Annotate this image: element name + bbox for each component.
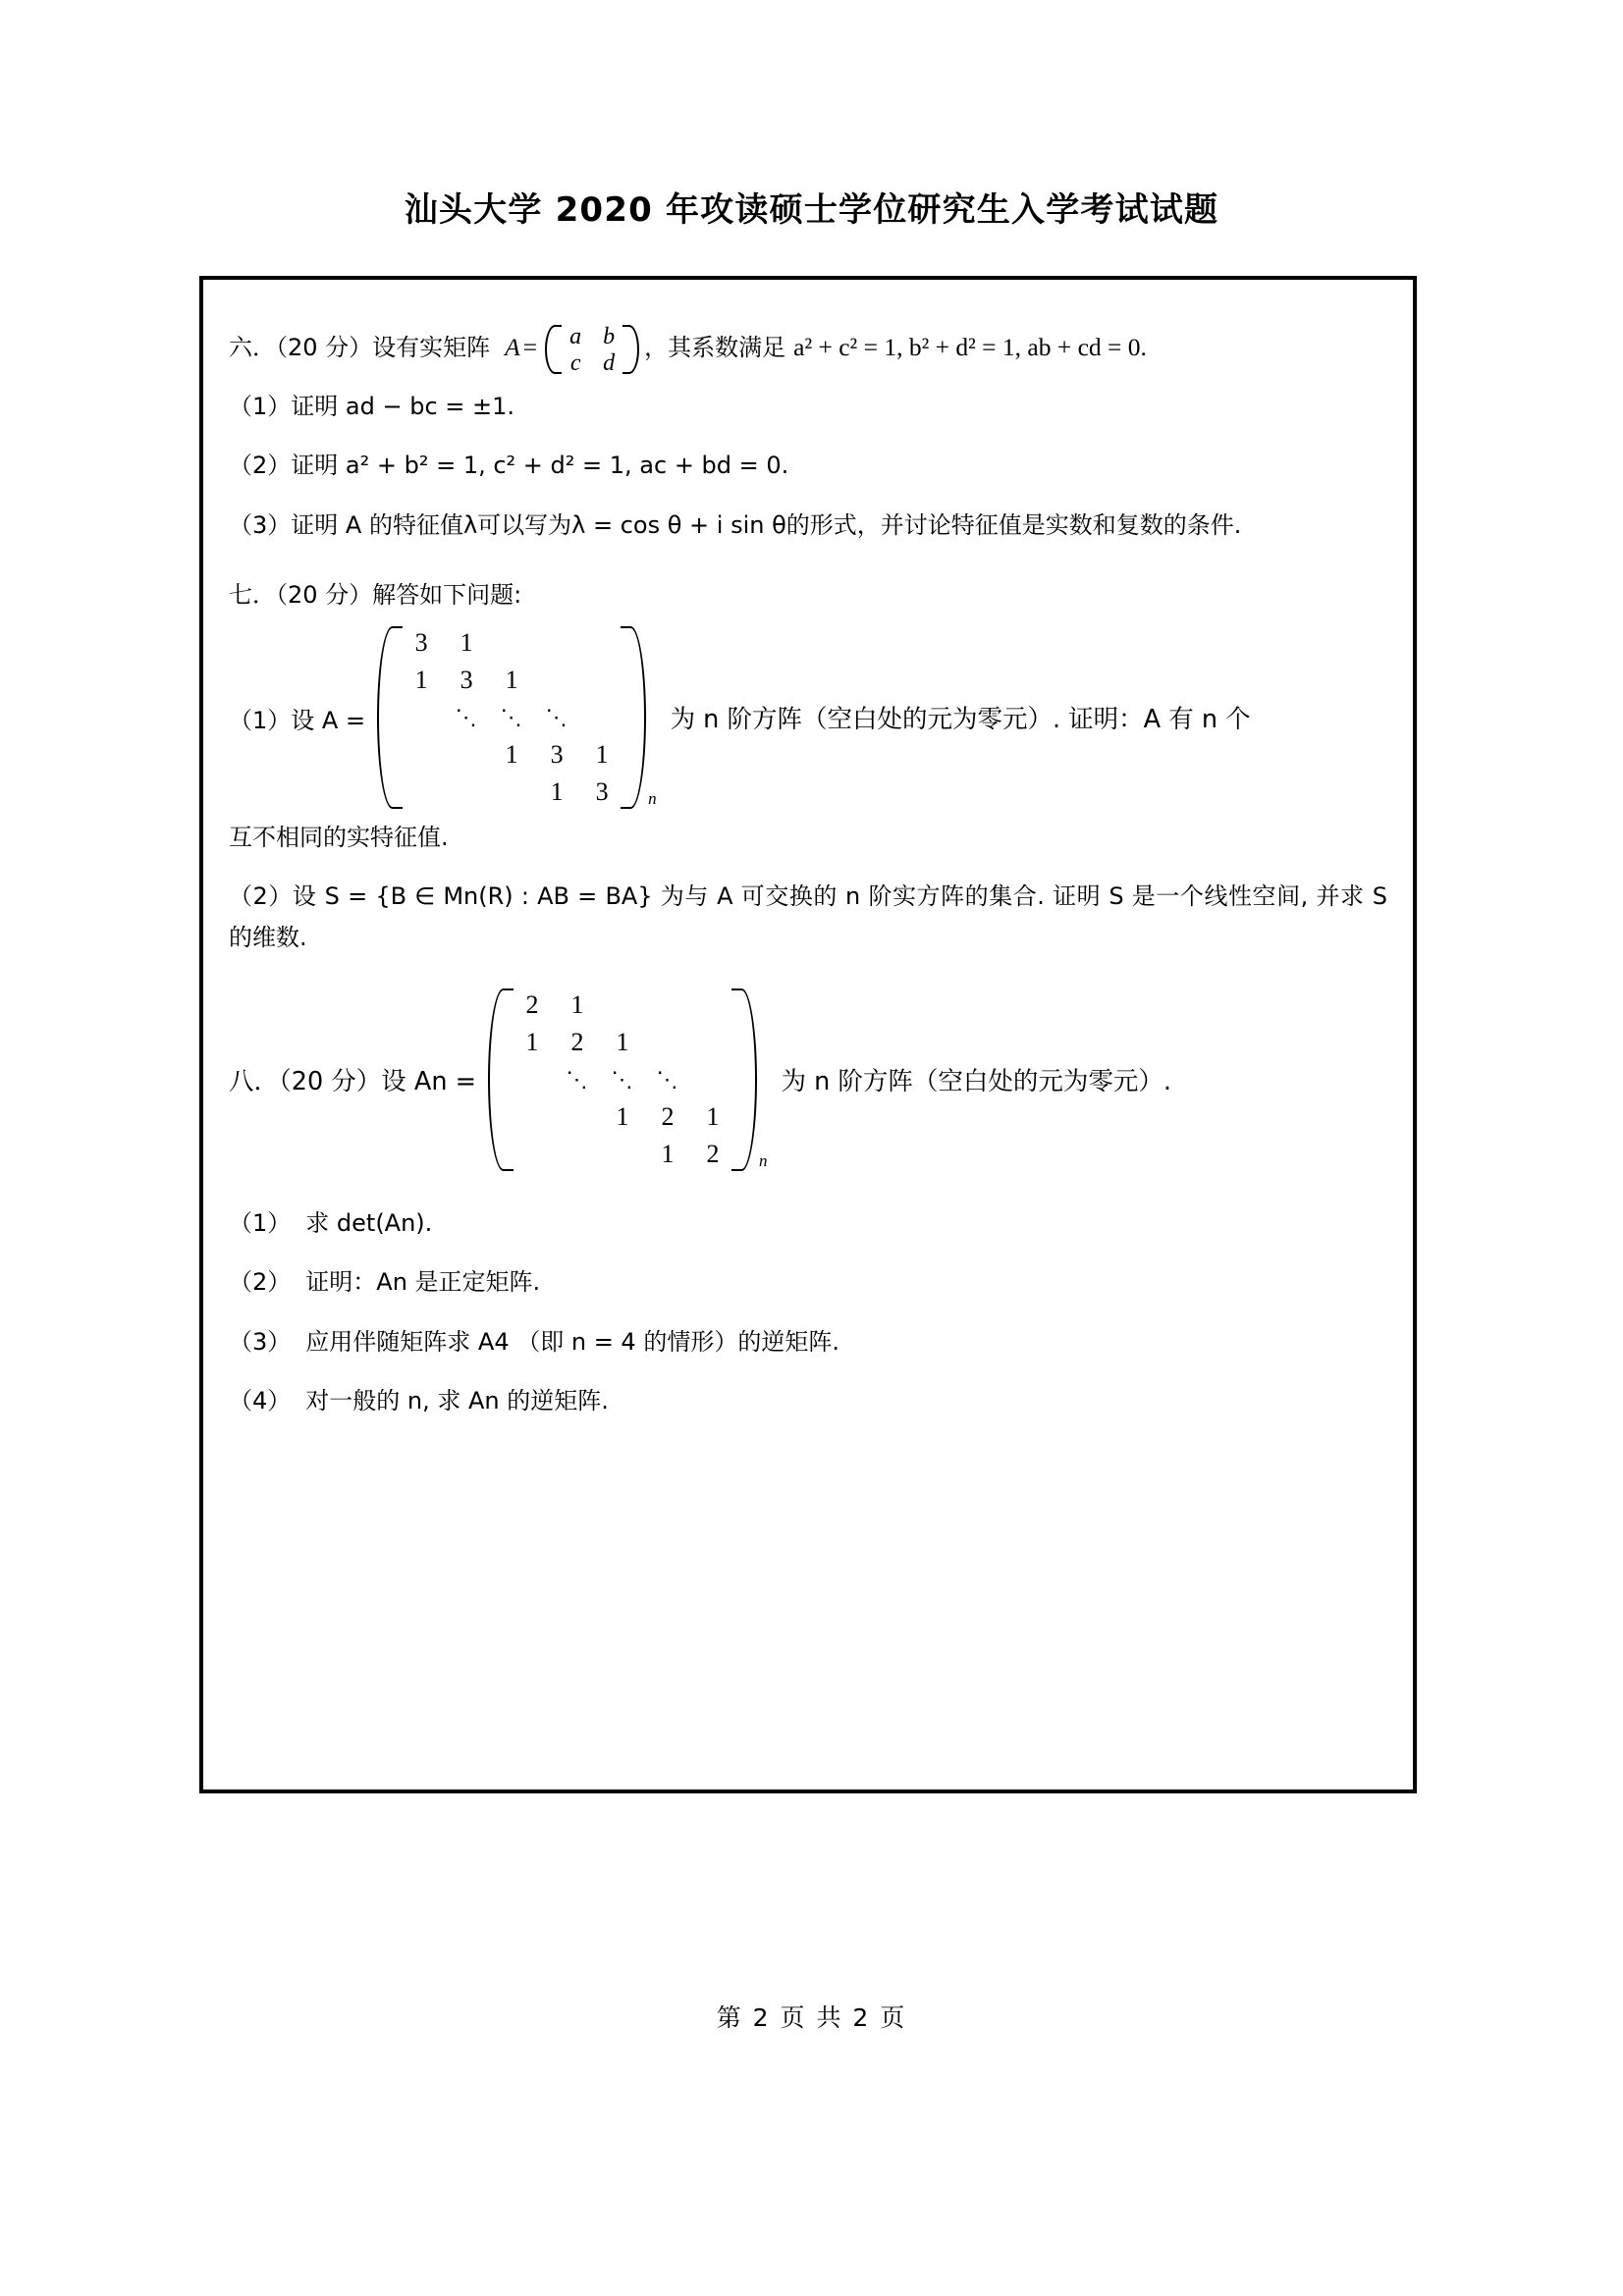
problem-seven-stem-text: 七．（20 分）解答如下问题:: [229, 580, 522, 609]
matrix-row: [510, 1136, 735, 1173]
part-label: （2）: [229, 452, 292, 480]
matrix-cell: [489, 774, 534, 811]
matrix-row: [399, 624, 624, 662]
part-text: 证明 a² + b² = 1, c² + d² = 1, ac + bd = 0.: [291, 452, 789, 480]
problem-six-conditions: a² + c² = 1, b² + d² = 1, ab + cd = 0.: [793, 332, 1147, 361]
matrix-row: [399, 662, 624, 699]
matrix-cell-ddots: ⋱: [500, 705, 523, 730]
problem-eight-tail: 为 n 阶方阵（空白处的元为零元）.: [781, 1067, 1171, 1097]
part-text: 对一般的 n, 求 An 的逆矩阵.: [305, 1386, 609, 1415]
matrix-cell: 1: [414, 666, 428, 695]
matrix-grid: [510, 987, 735, 1173]
matrix-right-paren: [625, 323, 642, 376]
matrix-right-paren: [735, 987, 761, 1173]
problem-eight-lead: 八．（20 分）设 An =: [229, 1067, 476, 1097]
page-footer: 第 2 页 共 2 页: [716, 2003, 907, 2032]
problem-eight-matrix-row: [229, 987, 1387, 1173]
matrix-cell: [489, 624, 534, 662]
matrix-cell-ddots: ⋱: [566, 1067, 589, 1093]
matrix-cell: [600, 1136, 645, 1173]
matrix-cell: [690, 1024, 735, 1061]
matrix-cell: 2: [706, 1140, 720, 1169]
matrix-cell-ddots: ⋱: [656, 1067, 679, 1093]
matrix-right-paren: [624, 624, 650, 811]
part-label: （2）: [229, 1268, 292, 1297]
matrix-left-paren: [542, 323, 559, 376]
matrix-cell: [399, 774, 444, 811]
matrix-row: [510, 987, 735, 1024]
matrix-order-subscript: n: [759, 1151, 768, 1171]
matrix-cell: [645, 1024, 690, 1061]
exam-content-inner: [203, 280, 1413, 1789]
problem-six-matrix: [542, 323, 642, 376]
matrix-cell: [600, 987, 645, 1024]
matrix-cell: 1: [616, 1028, 629, 1057]
matrix-row: [510, 1024, 735, 1061]
matrix-cell: [444, 736, 489, 774]
matrix-order-subscript: n: [648, 789, 657, 809]
part-lead-text: 设 A =: [291, 706, 366, 734]
matrix-cell: 1: [661, 1140, 675, 1169]
exam-content-frame: [199, 276, 1417, 1793]
matrix-cell: 3: [460, 666, 473, 695]
matrix-left-paren: [373, 624, 399, 811]
problem-eight-part-3: [229, 1321, 1387, 1362]
problem-eight-part-1: [229, 1202, 1387, 1243]
part-text: 证明：An 是正定矩阵.: [305, 1268, 541, 1297]
part-label: （1）: [229, 393, 292, 420]
matrix-cell: 1: [570, 990, 584, 1020]
problem-seven-part1-lead: [229, 701, 373, 735]
problem-eight-matrix: [484, 987, 768, 1173]
problem-eight-part-2: [229, 1261, 1387, 1302]
problem-eight-part-4: [229, 1380, 1387, 1420]
matrix-cell: d: [603, 349, 616, 376]
matrix-cell: 2: [525, 990, 539, 1020]
matrix-grid: [399, 624, 624, 811]
part-text: 证明 A 的特征值λ可以写为λ = cos θ + i sin θ的形式，并讨论特征值是实数和复数的条件.: [291, 510, 1242, 539]
problem-six-stem-prefix: 六．（20 分）设有实矩阵: [229, 333, 491, 361]
matrix-row: [510, 1061, 735, 1098]
matrix-cell: [510, 1136, 555, 1173]
matrix-cell: [579, 662, 624, 699]
problem-six-part-1: [229, 386, 1387, 426]
problem-six-stem: 六．（20 分）设有实矩阵 A = a b c d ，其系数满足 a² + c² = 1, b² + d² = 1, ab + cd = 0.: [229, 323, 1147, 376]
part-text: 求 det(An).: [305, 1209, 433, 1238]
matrix-cell: 1: [616, 1102, 629, 1132]
continuation-text: 互不相同的实特征值.: [229, 824, 449, 852]
matrix-cell: 3: [414, 628, 428, 658]
matrix-cell: 3: [595, 777, 609, 807]
matrix-cell: [690, 1061, 735, 1098]
part-text: 证明 ad − bc = ±1.: [291, 393, 515, 420]
part-label: （3）: [229, 1327, 292, 1356]
problem-six-stem-suffix: ，其系数满足: [644, 333, 786, 361]
page-title: 汕头大学 2020 年攻读硕士学位研究生入学考试试题: [404, 190, 1219, 230]
part-label: （1）: [229, 706, 292, 734]
matrix-cell: [399, 736, 444, 774]
problem-seven-part-2: [229, 876, 1387, 957]
matrix-left-paren: [484, 987, 510, 1173]
problem-six-part-2: [229, 445, 1387, 485]
part-label: （2）: [229, 882, 293, 911]
matrix-row: [399, 774, 624, 811]
part-label: （3）: [229, 510, 292, 539]
matrix-cell: [399, 699, 444, 736]
problem-seven-stem: [229, 574, 1387, 614]
part-text: 应用伴随矩阵求 A4 （即 n = 4 的情形）的逆矩阵.: [305, 1327, 839, 1356]
matrix-cell: b: [603, 323, 616, 349]
matrix-row: [399, 736, 624, 774]
matrix-cell: 2: [661, 1102, 675, 1132]
part-label: （4）: [229, 1386, 292, 1415]
matrix-cell: [534, 662, 579, 699]
matrix-cell: [510, 1098, 555, 1136]
matrix-cell: [645, 987, 690, 1024]
problem-six-part-3: [229, 505, 1387, 545]
matrix-cell: [510, 1061, 555, 1098]
problem-seven-part1-tail: 为 n 阶方阵（空白处的元为零元）. 证明：A 有 n 个: [670, 705, 1251, 735]
matrix-row: [399, 699, 624, 736]
matrix-cell: 2: [570, 1028, 584, 1057]
matrix-cell: a: [569, 323, 582, 349]
matrix-cell: 1: [525, 1028, 539, 1057]
matrix-cell-ddots: ⋱: [611, 1067, 634, 1093]
problem-seven-matrix-row: [229, 624, 1387, 811]
matrix-cell-ddots: ⋱: [455, 705, 478, 730]
part-label: （1）: [229, 1209, 292, 1238]
matrix-cell-ddots: ⋱: [545, 705, 568, 730]
matrix-cell: [555, 1136, 600, 1173]
matrix-cell: [555, 1098, 600, 1136]
matrix-cell: c: [569, 349, 581, 376]
problem-seven-matrix: [373, 624, 657, 811]
matrix-cell: 1: [460, 628, 473, 658]
matrix-cell: 1: [706, 1102, 720, 1132]
matrix-cell: 1: [550, 777, 564, 807]
problem-seven-part1-continuation: [229, 817, 1387, 857]
matrix-cell: 1: [595, 740, 609, 770]
matrix-cell: 3: [550, 740, 564, 770]
part-text: 设 S = {B ∈ Mn(R) : AB = BA} 为与 A 可交换的 n 阶实方阵的集合. 证明 S 是一个线性空间, 并求 S 的维数.: [229, 882, 1387, 951]
matrix-cell: [444, 774, 489, 811]
matrix-row: [510, 1098, 735, 1136]
matrix-cell: [690, 987, 735, 1024]
matrix-cell: [534, 624, 579, 662]
matrix-cell: 1: [505, 740, 518, 770]
matrix-cell: [579, 624, 624, 662]
matrix-cell: 1: [505, 666, 518, 695]
matrix-cell: [579, 699, 624, 736]
